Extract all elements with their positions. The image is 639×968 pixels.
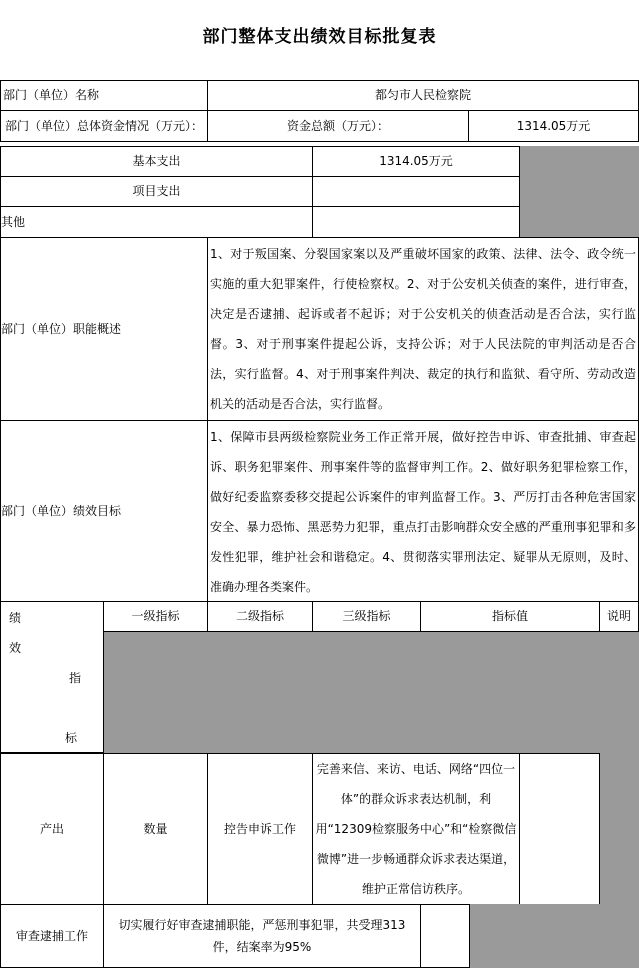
row1-level1: 产出 xyxy=(39,821,64,836)
row1-level2-cell xyxy=(103,753,208,905)
goal-label: 部门（单位）绩效目标 xyxy=(1,503,122,518)
goal-label-cell xyxy=(0,420,208,602)
gray-fill-row1 xyxy=(600,753,639,905)
project-value-cell xyxy=(312,176,520,207)
basic-value-cell xyxy=(312,146,520,177)
side-char-4: 标 xyxy=(65,731,78,745)
header-level3-label: 三级指标 xyxy=(342,609,391,624)
gray-fill-indicators xyxy=(104,632,639,753)
header-note xyxy=(599,601,639,632)
row1-level3: 控告申诉工作 xyxy=(223,821,296,836)
row2-note-cell xyxy=(420,904,470,968)
row1-level2: 数量 xyxy=(143,821,168,836)
header-note-label: 说明 xyxy=(606,609,631,624)
funds-label: 部门（单位）总体资金情况（万元）： xyxy=(4,118,203,133)
header-level2-label: 二级指标 xyxy=(235,609,284,624)
header-level3 xyxy=(312,601,421,632)
other-value-cell xyxy=(312,206,520,238)
total-label-cell xyxy=(207,110,469,142)
side-char-3: 指 xyxy=(69,671,82,685)
basic-label-cell xyxy=(0,146,313,177)
duty-label-cell xyxy=(0,237,208,421)
basic-label: 基本支出 xyxy=(132,154,181,169)
basic-value: 1314.05万元 xyxy=(379,154,453,169)
row1-value: 完善来信、来访、电话、网络“四位一体”的群众诉求表达机制，利用“12309检察服务中心”和“检察微信微博”进一步畅通群众诉求表达渠道，维护正常信访秩序。 xyxy=(312,753,520,905)
other-label: 其他 xyxy=(1,214,26,229)
indicator-side-cell xyxy=(0,601,104,753)
project-label: 项目支出 xyxy=(132,184,181,199)
dept-name-label-cell xyxy=(0,80,208,111)
header-level1-label: 一级指标 xyxy=(131,609,180,624)
total-label: 资金总额（万元）： xyxy=(286,118,389,133)
duty-text: 1、对于叛国案、分裂国家案以及严重破坏国家的政策、法律、法令、政令统一实施的重大犯罪案件，行使检察权。2、对于公安机关侦查的案件，进行审查，决定是否逮捕、起诉或者不起诉；对于公安机关的侦查活动是否合法，实行监督。3、对于刑事案件提起公诉，支持公诉；对于人民法院的审判活动是否合法，实行监督。4、对于刑事案件判决、裁定的执行和监狱、看守所、劳动改造机关的活动是否合法，实行监督。 xyxy=(207,237,639,421)
project-label-cell xyxy=(0,176,313,207)
row2-level3-cell xyxy=(0,904,104,968)
total-value: 1314.05万元 xyxy=(516,118,591,133)
dept-name-value-cell xyxy=(207,80,639,111)
row2-level3: 审查逮捕工作 xyxy=(15,928,88,943)
row1-note-cell xyxy=(519,753,600,905)
header-level1 xyxy=(103,601,208,632)
funds-label-cell xyxy=(0,110,208,142)
goal-text: 1、保障市县两级检察院业务工作正常开展，做好控告申诉、审查批捕、审查起诉、职务犯罪案件、刑事案件等的监督审判工作。2、做好职务犯罪检察工作，做好纪委监察委移交提起公诉案件的审判监督工作。3、严厉打击各种危害国家安全、暴力恐怖、黑恶势力犯罪，重点打击影响群众安全感的严重刑事犯罪和多发性犯罪，维护社会和谐稳定。4、贯彻落实罪刑法定、疑罪从无原则，及时、准确办理各类案件。 xyxy=(207,420,639,602)
dept-name-value: 都匀市人民检察院 xyxy=(374,88,471,103)
row1-level3-cell xyxy=(207,753,313,905)
row2-value: 切实履行好审查逮捕职能，严惩刑事犯罪，共受理313件，结案率为95% xyxy=(118,918,406,954)
dept-name-label: 部门（单位）名称 xyxy=(3,88,100,103)
header-value-label: 指标值 xyxy=(491,609,528,624)
side-char-1: 绩 xyxy=(9,611,22,625)
gray-fill-row2 xyxy=(470,904,639,968)
duty-label: 部门（单位）职能概述 xyxy=(1,321,122,336)
header-value xyxy=(420,601,600,632)
gray-fill-budget xyxy=(519,146,639,238)
row2-value-cell xyxy=(103,904,421,968)
side-char-2: 效 xyxy=(9,641,22,655)
row1-level1-cell xyxy=(0,753,104,905)
total-value-cell xyxy=(468,110,639,142)
header-level2 xyxy=(207,601,313,632)
other-label-cell xyxy=(0,206,313,238)
page-title: 部门整体支出绩效目标批复表 xyxy=(202,27,437,47)
